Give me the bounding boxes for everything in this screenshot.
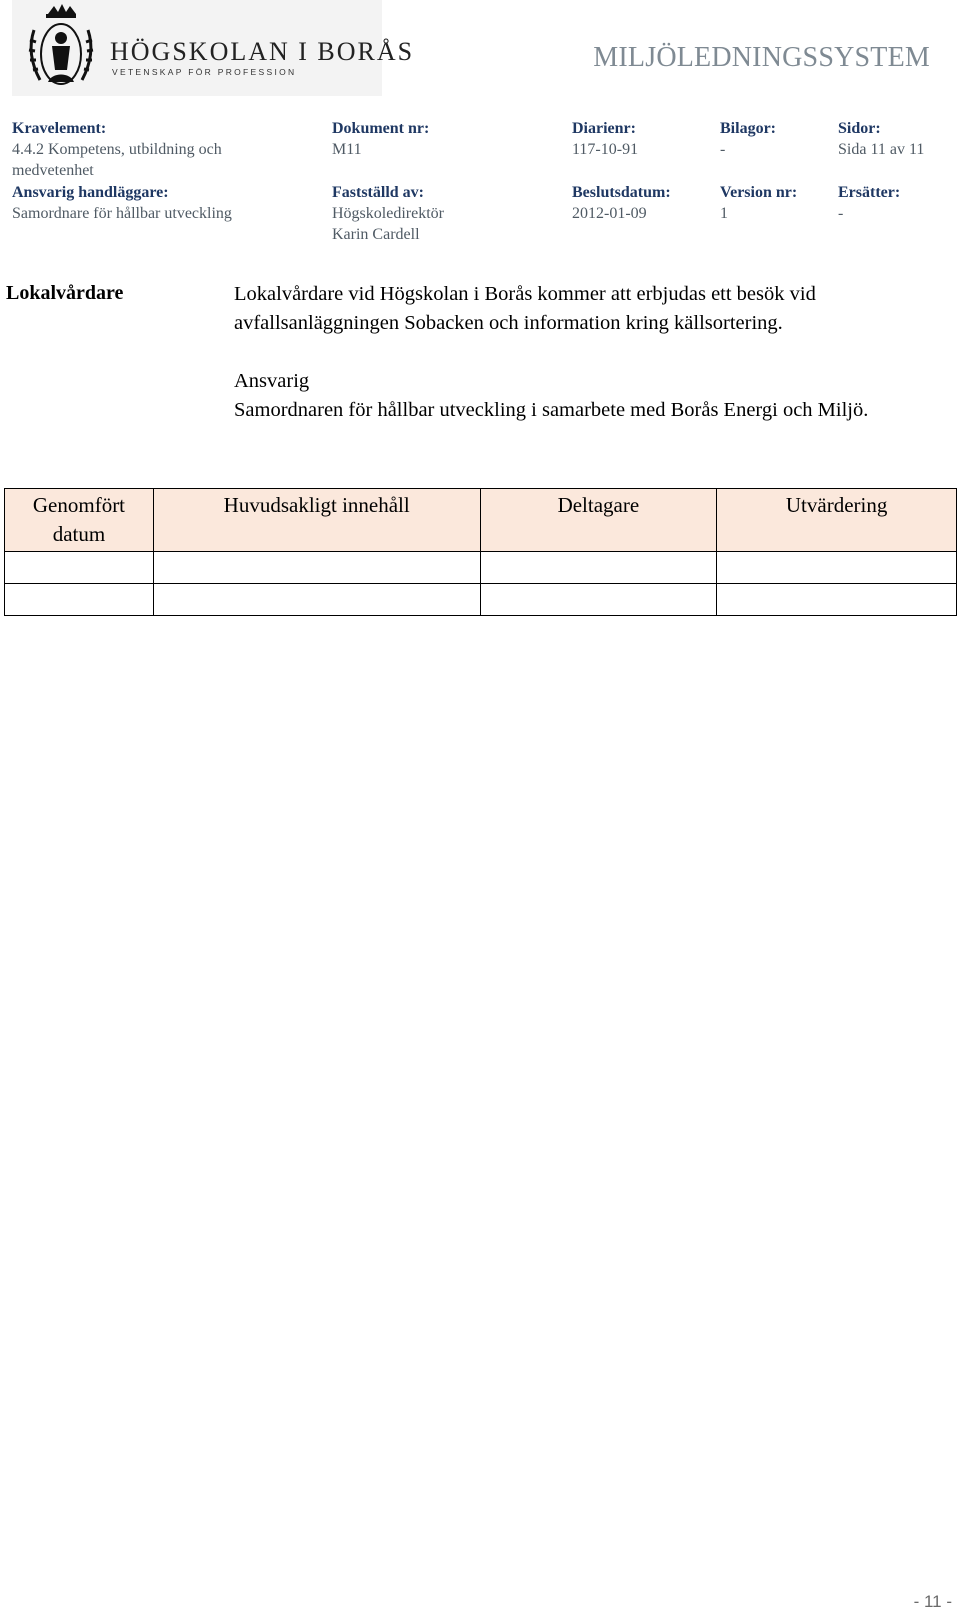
meta-label: Beslutsdatum: (572, 184, 671, 201)
section-heading: Lokalvårdare (6, 282, 124, 304)
meta-value: M11 (332, 141, 362, 158)
meta-value: 117-10-91 (572, 141, 639, 158)
responsible-text: Samordnaren för hållbar utveckling i samarbete med Borås Energi och Miljö. (234, 399, 869, 421)
table-cell[interactable] (153, 552, 480, 584)
system-title: MILJÖLEDNINGSSYSTEM (593, 42, 930, 73)
meta-label: Fastställd av: (332, 184, 424, 201)
table-cell[interactable] (5, 584, 154, 616)
meta-label: Dokument nr: (332, 120, 430, 137)
meta-value: 4.4.2 Kompetens, utbildning och medvetenhet (12, 141, 222, 179)
table-header-row (5, 489, 957, 552)
logo-wordmark: HÖGSKOLAN I BORÅS (110, 37, 415, 66)
meta-kravelement (12, 118, 292, 181)
meta-value: Samordnare för hållbar utveckling (12, 205, 232, 222)
meta-diarienr (572, 118, 712, 160)
evaluation-table (4, 488, 957, 616)
meta-ersatter (838, 182, 938, 224)
meta-value: - (838, 205, 844, 222)
table-row (5, 552, 957, 584)
meta-ansvarig-handlaggare (12, 182, 312, 224)
responsible-label: Ansvarig (234, 370, 310, 392)
column-header: Deltagare (480, 489, 717, 552)
meta-dokument-nr (332, 118, 532, 160)
meta-label: Ersätter: (838, 184, 901, 201)
meta-faststalld-av (332, 182, 482, 245)
table-cell[interactable] (480, 584, 717, 616)
crest-icon (12, 0, 415, 96)
meta-label: Bilagor: (720, 120, 776, 137)
table-cell[interactable] (717, 552, 957, 584)
column-header: Huvudsakligt innehåll (153, 489, 480, 552)
table-cell[interactable] (480, 552, 717, 584)
table-cell[interactable] (5, 552, 154, 584)
meta-value: 2012-01-09 (572, 205, 647, 222)
table-cell[interactable] (153, 584, 480, 616)
meta-value: Högskoledirektör Karin Cardell (332, 205, 444, 243)
meta-label: Diarienr: (572, 120, 636, 137)
table-row (5, 584, 957, 616)
column-header: Utvärdering (717, 489, 957, 552)
university-logo (12, 0, 415, 96)
meta-value: Sida 11 av 11 (838, 141, 925, 158)
page-number: - 11 - (913, 1592, 952, 1611)
meta-label: Kravelement: (12, 120, 107, 137)
meta-version-nr (720, 182, 830, 224)
meta-value: 1 (720, 205, 728, 222)
meta-label: Sidor: (838, 120, 881, 137)
meta-beslutsdatum (572, 182, 712, 224)
meta-bilagor (720, 118, 830, 160)
meta-value: - (720, 141, 726, 158)
logo-tagline: VETENSKAP FÖR PROFESSION (112, 67, 297, 77)
meta-label: Version nr: (720, 184, 798, 201)
meta-label: Ansvarig handläggare: (12, 184, 169, 201)
meta-sidor (838, 118, 928, 160)
table-cell[interactable] (717, 584, 957, 616)
section-paragraph: Lokalvårdare vid Högskolan i Borås kommer att erbjudas ett besök vid avfallsanläggningen Sobacken och information kring källsortering. (234, 283, 816, 334)
column-header: Genomfört datum (5, 489, 154, 552)
